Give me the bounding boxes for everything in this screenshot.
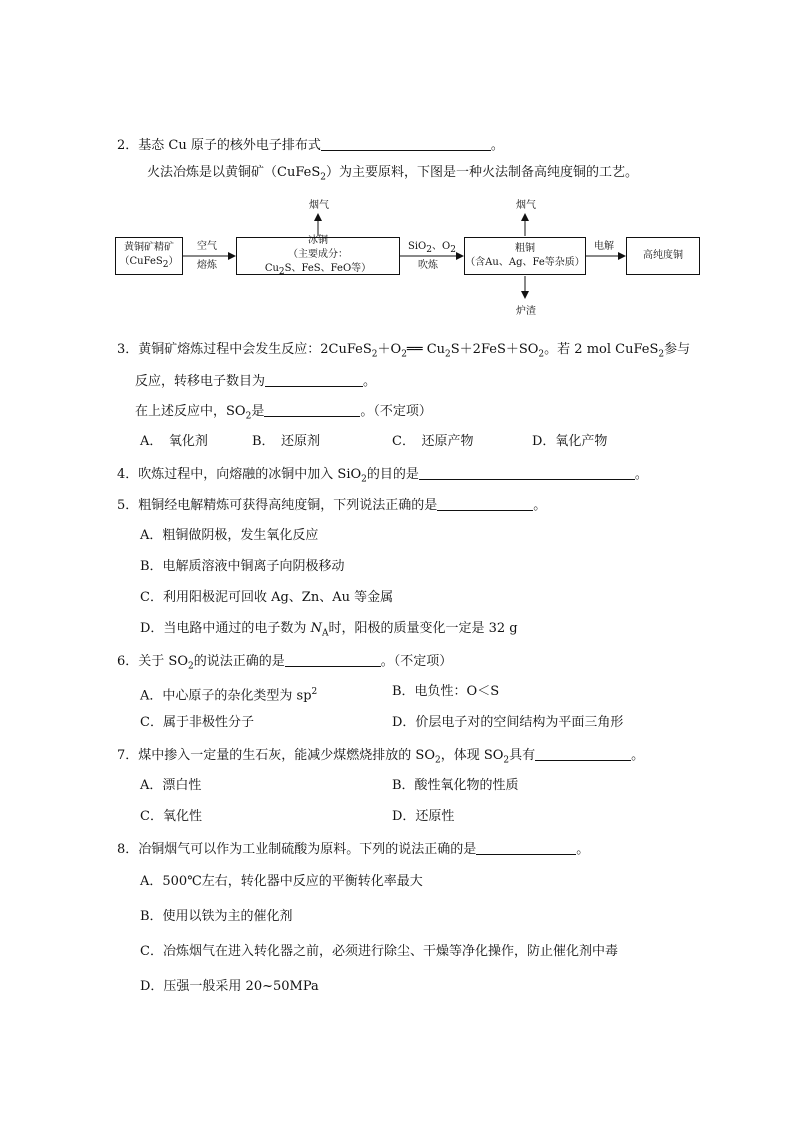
question-7: 7．煤中掺入一定量的生石灰，能减少煤燃烧排放的 $SO_2$，体现 $SO_2$具有 。 (117, 748, 645, 766)
answer-blank[interactable] (264, 402, 360, 417)
option-a[interactable]: A．500℃左右，转化器中反应的平衡转化率最大 (140, 874, 423, 889)
answer-blank[interactable] (285, 652, 381, 667)
question-6: 6．关于 $SO_2$的说法正确的是 。（不定项） (117, 654, 453, 672)
question-8: 8．冶铜烟气可以作为工业制硫酸为原料。下列的说法正确的是 。 (117, 842, 590, 857)
answer-blank[interactable] (535, 746, 631, 761)
answer-blank[interactable] (419, 465, 635, 480)
option-d[interactable]: D．压强一般采用 20~50MPa (140, 979, 319, 994)
question-4: 4．吹炼过程中，向熔融的冰铜中加入 SiO$_2$的目的是 。 (117, 467, 648, 485)
option-d[interactable]: D．价层电子对的空间结构为平面三角形 (392, 715, 624, 730)
label-slag: 炉渣 (516, 306, 536, 317)
question-3-line-3: 在上述反应中，$SO_2$是 。（不定项） (135, 404, 432, 422)
option-a[interactable]: A．漂白性 (140, 778, 202, 793)
option-c[interactable]: C．属于非极性分子 (140, 715, 254, 730)
option-c[interactable]: C．利用阳极泥可回收 Ag、Zn、Au 等金属 (140, 590, 394, 605)
option-b[interactable]: B．电负性：O＜S (392, 684, 500, 699)
box-pure-copper: 高纯度铜 (626, 237, 700, 275)
box-matte: 冰铜 （主要成分：$Cu_2S$、FeS、FeO等） (236, 237, 400, 275)
option-a[interactable]: A．粗铜做阴极，发生氧化反应 (140, 528, 319, 543)
label-converting: 吹炼 (418, 260, 438, 271)
option-a[interactable]: A．中心原子的杂化类型为 $sp^2$ (140, 687, 318, 704)
label-smoke-2: 烟气 (516, 200, 536, 211)
answer-blank[interactable] (476, 840, 576, 855)
option-c[interactable]: C．冶炼烟气在进入转化器之前，必须进行除尘、干燥等净化操作，防止催化剂中毒 (140, 944, 618, 959)
option-d[interactable]: D．氧化产物 (532, 434, 608, 449)
question-3-line-2: 反应，转移电子数目为 。 (135, 374, 377, 389)
option-b[interactable]: B．电解质溶液中铜离子向阴极移动 (140, 559, 345, 574)
option-c[interactable]: C．氧化性 (140, 809, 202, 824)
label-air: 空气 (197, 241, 217, 252)
option-d[interactable]: D．还原性 (392, 809, 455, 824)
option-a[interactable]: A． 氧化剂 (140, 434, 208, 449)
box-chalcopyrite: 黄铜矿精矿 （CuFeS$_2$） (115, 237, 183, 275)
label-smelting: 熔炼 (197, 260, 217, 271)
option-c[interactable]: C． 还原产物 (392, 434, 474, 449)
option-b[interactable]: B． 还原剂 (252, 434, 321, 449)
option-b[interactable]: B．酸性氧化物的性质 (392, 778, 519, 793)
intro-text: 火法冶炼是以黄铜矿（CuFeS$_2$）为主要原料，下图是一种火法制备高纯度铜的工艺。 (147, 165, 638, 183)
answer-blank[interactable] (437, 496, 533, 511)
question-text: 基态 Cu 原子的核外电子排布式 (138, 138, 321, 153)
option-b[interactable]: B．使用以铁为主的催化剂 (140, 909, 293, 924)
label-sio2-o2: SiO$_2$、$O_2$ (408, 241, 456, 255)
question-5: 5．粗铜经电解精炼可获得高纯度铜，下列说法正确的是 。 (117, 498, 547, 513)
answer-blank[interactable] (265, 372, 363, 387)
question-2: 2．基态 Cu 原子的核外电子排布式 。 (117, 138, 504, 153)
option-d[interactable]: D．当电路中通过的电子数为 $N_A$时，阳极的质量变化一定是 32 g (140, 621, 518, 639)
label-electrolysis: 电解 (594, 241, 614, 252)
label-smoke-1: 烟气 (309, 200, 329, 211)
question-number: 2． (117, 138, 139, 153)
box-blister-copper: 粗铜 （含Au、Ag、Fe等杂质） (464, 237, 586, 275)
question-3: 3．黄铜矿熔炼过程中会发生反应：$2CuFeS_2+O_2══$ $Cu_2S+2FeS+SO_2$。若 2 mol CuFeS$_2$参与 (117, 342, 691, 360)
